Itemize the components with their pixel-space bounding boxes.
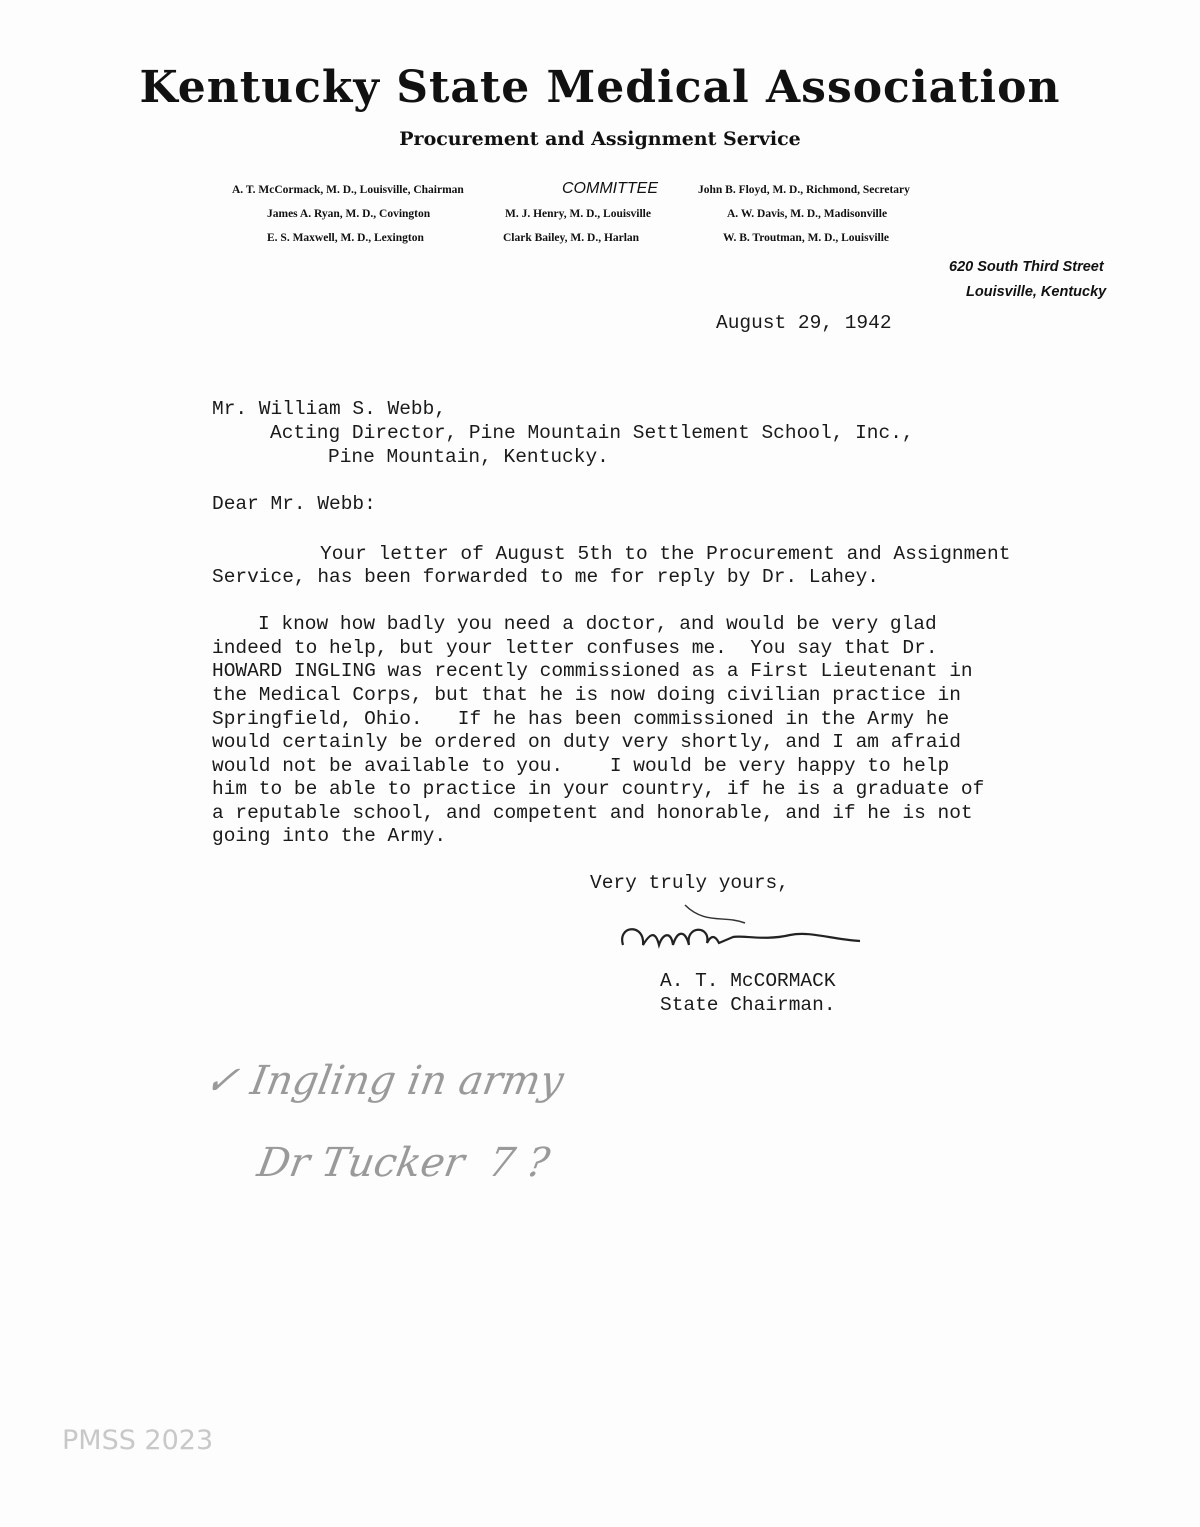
committee-member: M. J. Henry, M. D., Louisville — [505, 208, 651, 220]
handwritten-note: Dr Tucker 7 ? — [253, 1140, 553, 1186]
closing: Very truly yours, — [590, 872, 789, 894]
committee-member: W. B. Troutman, M. D., Louisville — [723, 232, 890, 244]
committee-member: Clark Bailey, M. D., Harlan — [503, 232, 640, 244]
signature-image — [615, 895, 875, 965]
body-line: would certainly be ordered on duty very shortly, and I am afraid — [212, 731, 961, 753]
signer-title: State Chairman. — [660, 994, 836, 1016]
body-line: going into the Army. — [212, 825, 447, 847]
body-line: Springfield, Ohio. If he has been commissioned in the Army he — [212, 708, 950, 730]
body-line: the Medical Corps, but that he is now doing civilian practice in — [212, 684, 961, 706]
letter-date: August 29, 1942 — [716, 312, 892, 334]
recipient-line: Pine Mountain, Kentucky. — [328, 446, 609, 468]
committee-member: John B. Floyd, M. D., Richmond, Secretary — [698, 184, 910, 196]
committee-member: A. T. McCormack, M. D., Louisville, Chairman — [232, 184, 464, 196]
body-line: Service, has been forwarded to me for reply by Dr. Lahey. — [212, 566, 880, 588]
committee-member: James A. Ryan, M. D., Covington — [267, 208, 431, 220]
signer-name: A. T. McCORMACK — [660, 970, 836, 992]
address-line: 620 South Third Street — [949, 259, 1104, 275]
committee-member: A. W. Davis, M. D., Madisonville — [727, 208, 888, 220]
body-line: HOWARD INGLING was recently commissioned as a First Lieutenant in — [212, 660, 973, 682]
recipient-line: Acting Director, Pine Mountain Settlement School, Inc., — [270, 422, 914, 444]
body-line: a reputable school, and competent and honorable, and if he is not — [212, 802, 973, 824]
body-line: indeed to help, but your letter confuses me. You say that Dr. — [212, 637, 938, 659]
address-line: Louisville, Kentucky — [966, 284, 1107, 300]
salutation: Dear Mr. Webb: — [212, 493, 376, 515]
recipient-line: Mr. William S. Webb, — [212, 398, 447, 420]
watermark: PMSS 2023 — [62, 1425, 214, 1456]
letterhead-title: Kentucky State Medical Association — [139, 62, 1061, 113]
handwritten-note: ✓ Ingling in army — [200, 1058, 567, 1104]
body-line: I know how badly you need a doctor, and would be very glad — [258, 613, 937, 635]
body-line: him to be able to practice in your country, if he is a graduate of — [212, 778, 985, 800]
letterhead-subtitle: Procurement and Assignment Service — [399, 128, 801, 150]
committee-member: E. S. Maxwell, M. D., Lexington — [267, 232, 424, 244]
committee-label: COMMITTEE — [562, 180, 658, 197]
body-line: would not be available to you. I would be very happy to help — [212, 755, 950, 777]
body-line: Your letter of August 5th to the Procurement and Assignment — [320, 543, 1011, 565]
